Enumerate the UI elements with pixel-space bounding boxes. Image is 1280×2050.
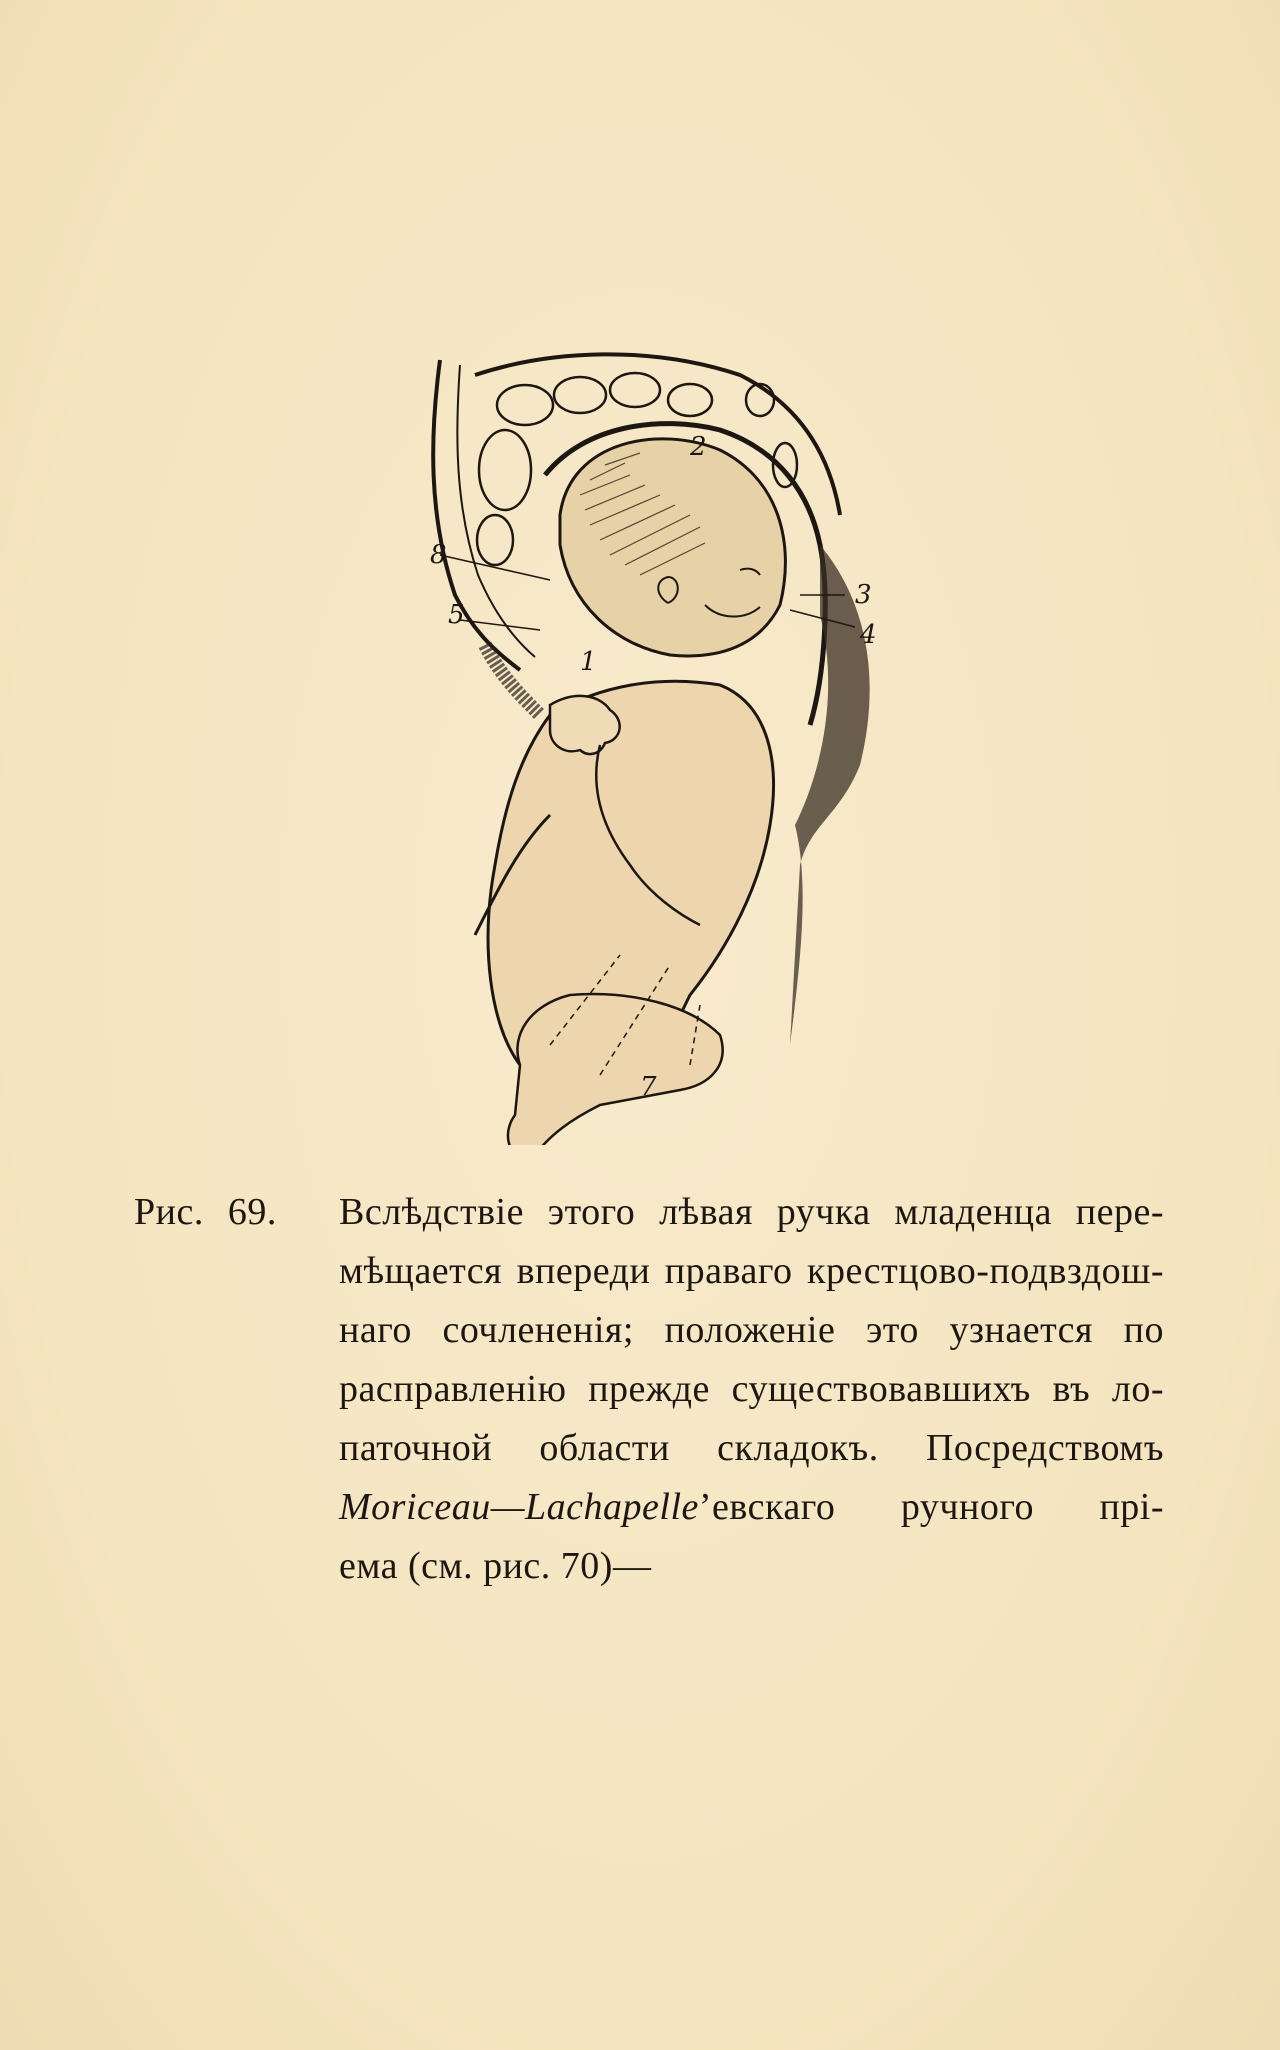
obstetric-illustration (400, 345, 920, 1145)
caption-line (134, 1301, 1164, 1360)
caption-text: Вслѣдствіе этого лѣвая ручка младенца пере- (339, 1191, 1164, 1233)
baby-head (560, 439, 785, 656)
caption-line (134, 1478, 1164, 1537)
caption-line (134, 1242, 1164, 1301)
caption-text: мѣщается впереди праваго крестцово-подвздош- (339, 1250, 1164, 1292)
spine-inner (457, 365, 535, 657)
caption-line (134, 1360, 1164, 1419)
label-4: 4 (860, 620, 877, 650)
caption-text-mixed (339, 1478, 1164, 1537)
caption-line (134, 1183, 1164, 1242)
baby-leg (508, 994, 723, 1145)
spine-outline (433, 360, 520, 670)
label-1: 1 (580, 647, 597, 677)
caption-text: паточной области складокъ. Посредствомъ (339, 1427, 1164, 1469)
caption-text: ’евскаго ручного прі- (698, 1486, 1164, 1528)
caption-line (134, 1419, 1164, 1478)
figure-caption (134, 1183, 1164, 1596)
label-5: 5 (448, 600, 465, 630)
author-names: Moriceau—Lachapelle (339, 1486, 699, 1528)
illustration-svg (400, 345, 920, 1145)
label-3: 3 (855, 580, 872, 610)
caption-text: ема (см. рис. 70)— (339, 1545, 652, 1587)
figure-label: Рис. 69. (134, 1191, 277, 1233)
caption-text: расправленію прежде существовавшихъ въ ло- (339, 1368, 1164, 1410)
label-8: 8 (430, 540, 447, 570)
caption-text: наго сочлененія; положеніе это узнается по (339, 1309, 1164, 1351)
caption-line (134, 1537, 1164, 1596)
label-7: 7 (640, 1072, 657, 1102)
label-2: 2 (690, 432, 707, 462)
